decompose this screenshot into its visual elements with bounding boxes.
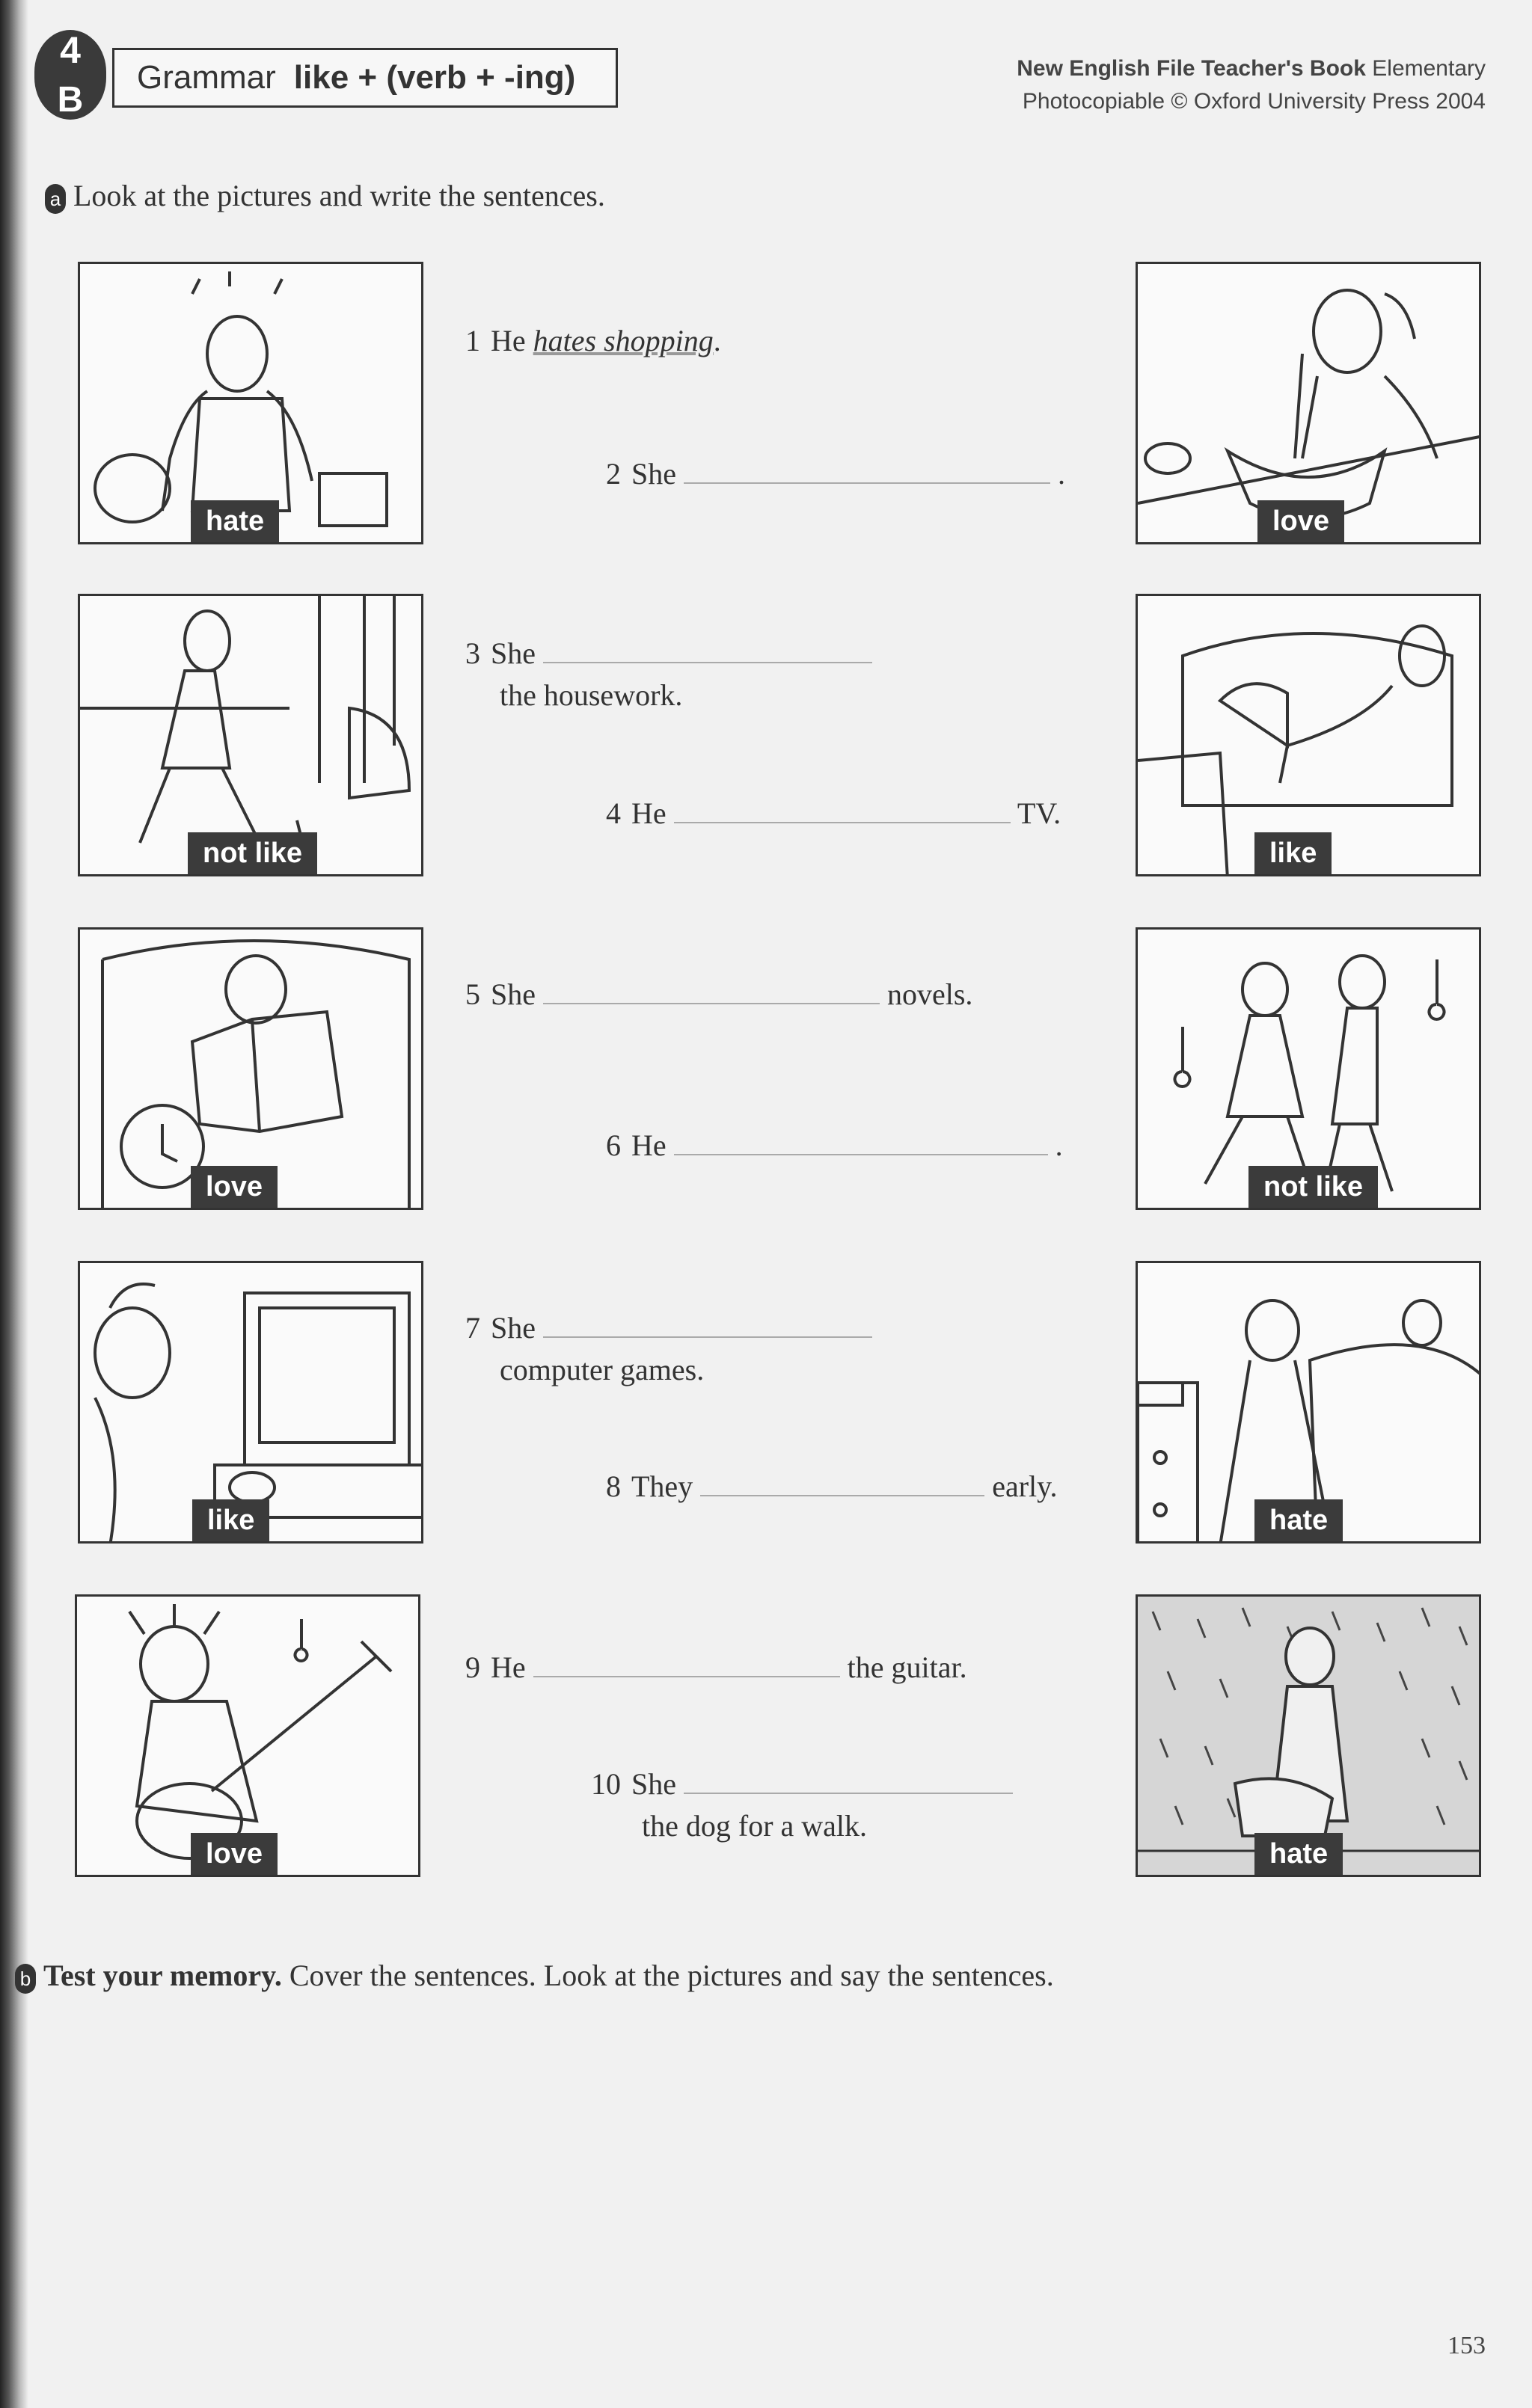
verb-tag-love: love (191, 1166, 278, 1208)
verb-tag-hate: hate (1254, 1499, 1343, 1541)
exercise-b-marker: b (15, 1964, 36, 1994)
page-number: 153 (1447, 2332, 1486, 2359)
answer-blank-7[interactable] (543, 1317, 872, 1338)
answer-blank-6[interactable] (674, 1134, 1048, 1155)
picture-10-rain-walk (1136, 1594, 1481, 1877)
sentence-5 (465, 974, 972, 1016)
answer-blank-8[interactable] (700, 1475, 984, 1496)
instruction-b-text: Cover the sentences. Look at the pictures and say the sentences. (289, 1959, 1054, 1992)
sentence-3-number: 3 (465, 636, 480, 670)
sentence-8-subject: They (631, 1469, 693, 1503)
verb-tag-like: like (192, 1499, 269, 1541)
book-title: New English File Teacher's Book (1017, 56, 1366, 81)
sentence-10-number: 10 (591, 1767, 621, 1801)
answer-blank-4[interactable] (674, 802, 1011, 823)
sentence-3-subject: She (491, 636, 536, 670)
sentence-7-subject: She (491, 1311, 536, 1345)
topic-label: like + (verb + -ing) (293, 59, 576, 96)
sentence-6-subject: He (631, 1128, 667, 1162)
sentence-9-end: the guitar. (847, 1650, 967, 1684)
sentence-9-subject: He (491, 1650, 526, 1684)
book-level: Elementary (1372, 56, 1486, 81)
picture-9-guitar (75, 1594, 420, 1877)
sentence-8-number: 8 (606, 1469, 621, 1503)
sentence-10 (591, 1763, 1013, 1805)
sentence-7-number: 7 (465, 1311, 480, 1345)
sentence-1-end: . (713, 324, 721, 357)
answer-blank-5[interactable] (543, 983, 880, 1004)
sentence-2 (606, 453, 1065, 495)
sentence-8-end: early. (992, 1469, 1058, 1503)
exercise-a-marker: a (45, 184, 66, 214)
sentence-10-line2: the dog for a walk. (642, 1809, 868, 1843)
instruction-b (15, 1958, 1054, 1994)
sentence-4-number: 4 (606, 796, 621, 830)
sentence-5-number: 5 (465, 977, 480, 1011)
sentence-5-end: novels. (887, 977, 973, 1011)
sentence-8 (606, 1466, 1058, 1508)
book-credit (1017, 52, 1486, 118)
sentence-4-end: TV. (1017, 796, 1061, 830)
instruction-b-bold: Test your memory. (43, 1959, 282, 1992)
verb-tag-not-like: not like (188, 832, 317, 874)
sentence-5-subject: She (491, 977, 536, 1011)
lesson-title (112, 48, 618, 108)
answer-blank-3[interactable] (543, 642, 872, 663)
picture-2-cooking (1136, 262, 1481, 544)
sentence-6-end: . (1055, 1128, 1063, 1162)
book-spine-shadow (0, 0, 28, 2408)
sentence-6 (606, 1125, 1063, 1167)
picture-4-tv (1136, 594, 1481, 876)
picture-6-dancing (1136, 927, 1481, 1210)
answer-blank-9[interactable] (533, 1656, 840, 1677)
sentence-10-subject: She (631, 1767, 676, 1801)
sentence-2-number: 2 (606, 457, 621, 491)
copyright-note: Photocopiable © Oxford University Press 2004 (1022, 89, 1486, 114)
verb-tag-love: love (191, 1833, 278, 1875)
sentence-1 (465, 320, 721, 362)
sentence-6-number: 6 (606, 1128, 621, 1162)
verb-tag-not-like: not like (1248, 1166, 1378, 1208)
picture-3-housework (78, 594, 423, 876)
answer-blank-2[interactable] (684, 463, 1050, 484)
sentence-4 (606, 793, 1061, 835)
instruction-a (45, 178, 605, 214)
sentence-2-subject: She (631, 457, 676, 491)
unit-number: 4 (60, 29, 81, 71)
picture-7-computer (78, 1261, 423, 1544)
sentence-7 (465, 1307, 872, 1349)
sentence-2-end: . (1058, 457, 1065, 491)
verb-tag-like: like (1254, 832, 1332, 874)
verb-tag-hate: hate (1254, 1833, 1343, 1875)
sentence-4-subject: He (631, 796, 667, 830)
picture-5-reading (78, 927, 423, 1210)
instruction-a-text: Look at the pictures and write the sentences. (73, 179, 605, 212)
sentence-3 (465, 633, 872, 675)
picture-1-shopping (78, 262, 423, 544)
unit-letter: B (57, 80, 84, 120)
sentence-1-answer: hates shopping (533, 324, 714, 357)
sentence-9-number: 9 (465, 1650, 480, 1684)
sentence-3-line2: the housework. (500, 678, 683, 712)
section-label: Grammar (137, 59, 276, 96)
sentence-7-line2: computer games. (500, 1353, 705, 1386)
verb-tag-hate: hate (191, 500, 279, 542)
answer-blank-10[interactable] (684, 1773, 1013, 1794)
picture-8-getting-up (1136, 1261, 1481, 1544)
sentence-9 (465, 1647, 967, 1689)
sentence-1-number: 1 (465, 324, 480, 357)
verb-tag-love: love (1257, 500, 1344, 542)
sentence-1-subject: He (491, 324, 526, 357)
